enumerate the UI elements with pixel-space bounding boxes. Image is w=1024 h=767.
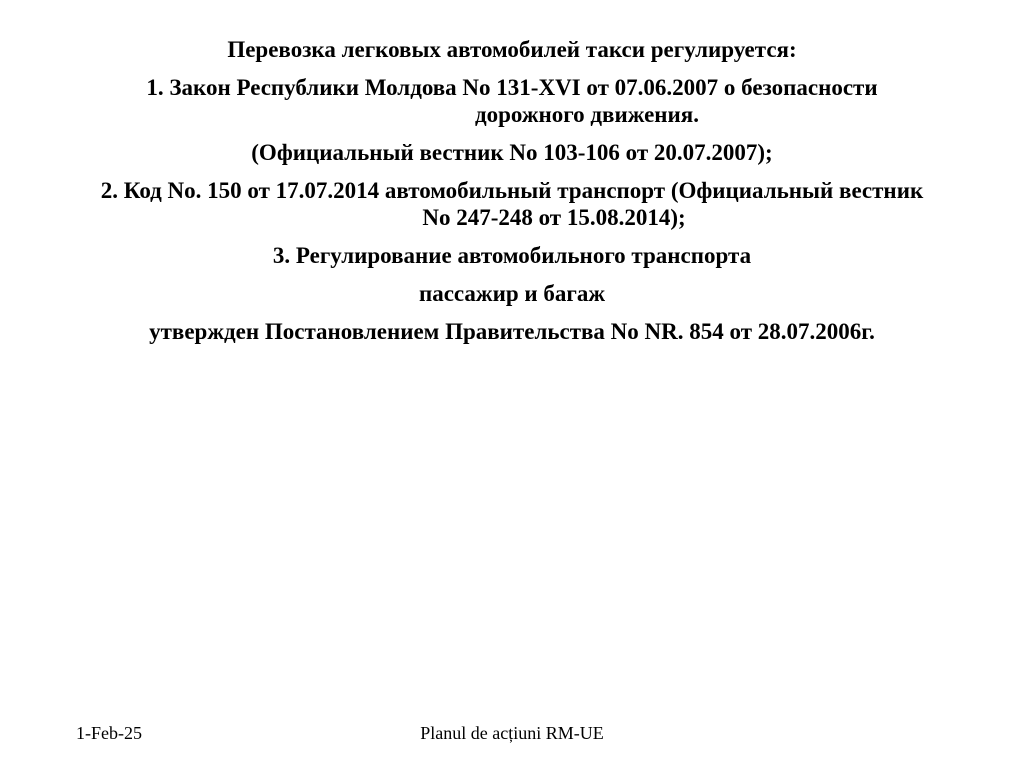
item-law-131 (40, 74, 984, 128)
footer-title: Planul de acțiuni RM-UE (420, 723, 604, 743)
item-law-131-line-1: 1. Закон Республики Молдова No 131-XVI от 07.06.2007 о безопасности (146, 75, 878, 100)
item-law-131-line-2: дорожного движения. (475, 102, 699, 127)
item-code-150-line-1: 2. Код No. 150 от 17.07.2014 автомобильный транспорт (Официальный вестник (100, 178, 924, 203)
slide-heading: Перевозка легковых автомобилей такси регулируется: (227, 37, 797, 62)
item-official-gazette: (Официальный вестник No 103-106 от 20.07.2007); (251, 140, 773, 165)
item-code-150-line-2: No 247-248 от 15.08.2014); (422, 205, 686, 230)
item-regulation: 3. Регулирование автомобильного транспорта (272, 243, 752, 268)
slide-body (40, 36, 984, 356)
item-passenger-luggage: пассажир и багаж (418, 281, 606, 306)
footer-date: 1-Feb-25 (76, 723, 142, 743)
item-code-150 (40, 177, 984, 231)
item-government-decision: утвержден Постановлением Правительства No NR. 854 от 28.07.2006г. (149, 319, 875, 344)
